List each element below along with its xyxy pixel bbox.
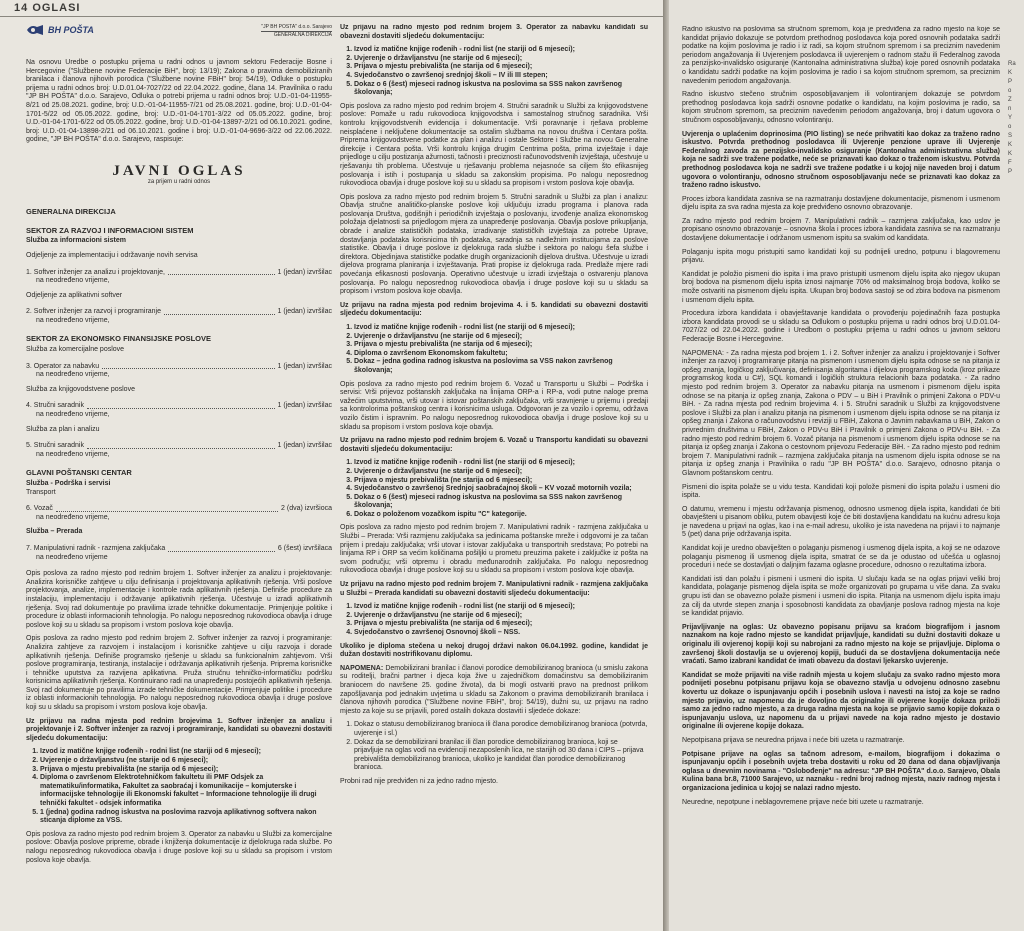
requirements-heading: Uz prijavu na radno mjesto pod rednim brojem 6. Vozač u Transportu kandidati su obavezni dostaviti sljedeću dokumentaciju: [340,437,648,453]
list-item: 2. Uvjerenje o državljanstvu (ne starije od 6 mjeseci); [354,468,648,477]
paragraph: Za radno mjesto pod rednim brojem 7. Manipulativni radnik – razmjena zaključaka, kao uslov je propisano osnovno obrazovanje – osnovna škola i proces izbora kandidata zasniva se na razmatranju dostavljene dokumentacije i održanom usmenom ispitu sa svakim od kandidata. [682,217,1000,243]
paragraph: Kandidat je položio pismeni dio ispita i ima pravo pristupiti usmenom dijelu ispita ako njegov ukupan broj bodova na pismenom dijelu ispita iznosi najmanje 70% od maksimalnog broja bodova, koliko se može ostvariti na pismenom dijelu ispita. Ukupan broj bodova sastoji se od zbira bodova na pismenom i usmenom dijelu ispita. [682,270,1000,304]
list-item: 1. Izvod iz matične knjige rođenih - rodni list (ne stariji od 6 mjeseci); [354,603,648,612]
paragraph: O datumu, vremenu i mjestu održavanja pismenog, odnosno usmenog dijela ispita, kandidati će biti obavješteni u pisanom obliku, putem obavijesti koje će biti dostavljena kandidatu na kućnu adresu koja je navedena u prijavi na oglas, kao i na e-mail adresu, ukoliko je ista navedena na prijavi i to najmanje 5 (pet) dana prije održavanja ispita. [682,505,1000,539]
paragraph: NAPOMENA: - Za radna mjesta pod brojem 1. i 2. Softver inženjer za analizu i projektovanje i Softver inženjer za razvoj i programiranje pitanja na pismenom i usmenom dijelu ispita odnose se na pitanja iz opšeg znanja, logičkog zaključivanja, definisanja algoritama i dijelova programskog koda (kroz prikaze programskog koda u C#), SQL komandi i logičkih struktura relacionih baza podataka. - Za radno mjesto pod rednim brojem 3. Operator za nabavku pitanja na usmenom i pismenom dijelu ispita odnose se na pitanja iz opšeg znanja, Zakona o PDV – u BiH i Pravilnik o primjeni Zakona o PDV-u BiH. - Za radna mjesta pod rednim brojevima 4. i 5. Stručni saradnik u Službi za knjigovodstvene poslove i Službi za plan i analizu pitanja na pismenom i usmenom dijelu ispita odnose se na pitanja iz opšeg znanja i Zakona o računovodstvu i reviziji u FBiH, Zakona o Javnim nabavkama u BiH, Zakon o privrednim društvima u FBiH, Zakon o PDV-u BiH i Pravilnik o primjeni Zakona o PDV-u BiH. - Za radno mjesto pod rednim brojem 6. Vozač pitanja na pismenom i usmenom dijelu ispita odnose se na pitanja iz opšeg znanja i Zakona o cestovnom prijevozu Federacije BiH. - Za radno mjesto pod rednim brojem 7. Manipulativni radnik – razmjena zaključaka pitanja na usmenom dijelu ispita odnose se na pitanja iz opšeg znanja i Pravilnika o radu "JP BH POŠTA" d.o.o. Sarajevo, odnosno pitanja o Glavnom poštanskom centru. [682,349,1000,477]
list-item: 4. Svjedočanstvo o završenoj srednjoj školi – IV ili III stepen; [354,72,648,81]
position-item: 7. Manipulativni radnik - razmjena zaključaka 6 (šest) izvršilaca na neodređeno vrijeme [26,544,332,561]
job-description: Opis poslova za radno mjesto pod rednim brojem 7. Manipulativni radnik - razmjena zaključaka u Službi – Prerada: Vrši razmjenu zaključaka sa jedinicama poštanske mreže i odgovorni je za tačan prijem i predaju zaključaka; vrši utovar i istovar zaključaka u transportnih sredstava; Po potrebi na linijama RP i ORP sa većim količinama pošiljki u prometu preuzima pakete i zaključke iz pošta na svom području; vrši otpremu i obradu međunarodnih zaključaka. Po nalogu neposrednog rukovodioca obavlja i druge poslove koji su u skladu sa propisom i vrstom poslova koje obavlja. [340,524,648,575]
list-item: 5. Dokaz o 6 (šest) mjeseci radnog iskustva na poslovima sa SSS nakon završenog školovanja; [354,81,648,98]
company-header [26,24,332,39]
list-item: 4. Svjedočanstvo o završenoj Osnovnoj školi – NSS. [354,629,648,638]
list-item: 1. Izvod iz matične knjige rođenih - rodni list (ne stariji od 6 mjeseci); [354,324,648,333]
page-header [14,2,80,14]
sector-heading: SEKTOR ZA EKONOMSKO FINANSIJSKE POSLOVE [26,334,212,344]
list-item: 5. 1 (jedna) godina radnog iskustva na poslovima razvoja aplikativnog softvera nakon sticanja diplome za VSS. [40,809,332,826]
page-subtitle: za prijem u radni odnos [147,178,211,185]
paragraph: Pismeni dio ispita polaže se u vidu testa. Kandidati koji polože pismeni dio ispita polažu i usmeni dio ispita. [682,483,1000,500]
company-logo [26,24,94,36]
service-heading: Služba za informacioni sistem [26,237,126,245]
list-item: 1. Izvod iz matične knjige rođenih - rodni list (ne stariji od 6 mjeseci); [354,46,648,55]
text-fragment: n [1008,106,1012,112]
probation-note: Probni rad nije predviđen ni za jedno radno mjesto. [340,777,498,785]
list-item: 2. Dokaz da se demobilizirani branilac ili član porodice demobiliziranog branioca, koji se prijavljuje na oglas vodi na evidenciji nezaposlenih lica, ne starijih od 30 dana i CIPS – prijava prebivališta demobiliziranog branioca, ukoliko je kandidat član porodice demobiliziranog branioca. [354,739,648,773]
paragraph: Neuredne, nepotpune i neblagovremene prijave neće biti uzete u razmatranje. [682,798,924,806]
paragraph: Potpisane prijave na oglas sa tačnom adresom, e-mailom, biografijom i dokazima o ispunjavanju općih i posebnih uvjeta treba dostaviti u roku od 20 dana od dana objavljivanja oglasa u dnevnim novinama - "Oslobođenje" na adresu: "JP BH POŠTA" d.o.o. Sarajevo, Obala Kulina bana br.8, 71000 Sarajevo, uz naznaku - redni broj radnog mjesta, naziv radnog mjesta i organizaciona jedinica u kojoj se nalazi radno mjesto. [682,750,1000,792]
list-item: 2. Uvjerenje o državljanstvu (ne starije od 6 mjeseci); [354,612,648,621]
requirements-list [340,603,648,637]
list-item: 2. Uvjerenje o državljanstvu (ne starije od 6 mjeseci); [40,757,332,766]
paragraph: Procedura izbora kandidata i obavještavanje kandidata o provođenju pojedinačnih faza postupka izbora kandidata provodi se u skladu sa Odlukom o postupku prijema u radni odnos broj U.D.01.04-7027/22 od 22.04.2022. godine i Uredbom o postupku prijema u radni odnos u javnom sektoru Federacije Bosne i Hercegovine. [682,310,1000,343]
paragraph: Radno iskustvo na poslovima sa stručnom spremom, koja je predviđena za radno mjesto na koje se kandidat prijavio dokazuje se potvrdom prethodnog poslodavca koja pored osnovnih podataka sadrži podatke na kojim poslovima je radio i iz radi, sa kojom stručnom spremom i sa preciznim navedenim periodom angažovanja ili Uvjerenjem poslodavca ili uvjerenjem o radnom stažu ili Federalnog zavoda za penzijsko-invalidsko osiguranje (Kantonalna administrativna služba) koje pored osnovnih podataka o kandidatu sadrži podatke na kojim poslovima je radio i sa kojom stručnom spremom, sa preciznim navedenim periodom angažovanja. [682,26,1000,85]
company-tagline: "JP BH POŠTA" d.o.o. Sarajevo GENERALNA DIREKCIJA [261,24,332,38]
requirements-heading: Uz prijavu na radno mjesto pod rednim brojem 3. Operator za nabavku kandidati su obavezni dostaviti sljedeću dokumentaciju: [340,24,648,40]
department-heading: Odjeljenje za aplikativni softver [26,291,123,299]
list-item: 2. Uvjerenje o državljanstvu (ne starije od 6 mjeseci); [354,333,648,342]
position-item: 3. Operator za nabavku 1 (jedan) izvršilac na neodređeno vrijeme, [26,362,332,379]
list-item: 3. Prijava o mjestu prebivališta (ne starija od 6 mjeseci); [354,341,648,350]
position-item: 5. Stručni saradnik 1 (jedan) izvršilac na neodređeno vrijeme, [26,442,332,458]
department-heading: Služba – Prerada [26,528,83,536]
paragraph: Kandidati isti dan polažu i pismeni i usmeni dio ispita. U slučaju kada se na oglas prijavi veliki broj kandidata, polaganje pismenog dijela ispita se može organizovati po grupama u više dana. Za svaku grupu isti dan se obavezno polaže pismeni i usmeni dio ispita. Pitanja na usmenom dijelu ispita imaju za cilj da utvrde stepen znanja i sposobnosti kandidata za obavljanje poslova radnog mjesta na koje se kandidat prijavio. [682,575,1000,618]
department-heading: Transport [26,488,56,496]
paragraph: Kandidat se može prijaviti na više radnih mjesta u kojem slučaju za svako radno mjesto mora podnijeti posebnu potpisanu prijavu koja se obavezno stavlja u odvojenu odnosno zasebnu kovertu uz dokaze o ispunjavanju općih i posebnih uslova i navesti na istoj za koje se radno mjesto prijavio, uz napomenu da je dovoljno da originalne ili ovjerene kopije dokaza priloži samo za jedno radno mjesto, a za druga radna mjesta na koja se prijavio samo kopije dokaza o ispunjavanju uslova, uz napomenu da u prijavi navede na koja radno mjesto je dostavio originalne ili ovjerene kopije dokaza. [682,671,1000,731]
job-description: Opis poslova za radno mjesto pod rednim brojem 1. Softver inženjer za analizu i projektovanje: Analizira korisničke zahtjeve u cilju definisanja i projektovanja aplikativnih rješenja. Vrši poslove projektovanja, analize, implementacije i kontrole rada aplikativnih rješenja. Definiše procedure za instalaciju, implementaciju i održavanje aplikativnih rješenja. Učestvuje u izradi aplikativnih rješenja. Svoj rad dokumentuje po pravilima izrade tehničke dokumentacije. Primjenjuje politike i procedure iz oblasti informacionih tehnologija. Po nalogu neposrednog rukovodioca obavlja i druge poslove koji su u skladu sa propisom i vrstom poslova koje obavlja. [26,570,332,629]
text-fragment: P [1008,79,1013,85]
paragraph: Polaganju ispita mogu pristupiti samo kandidati koji su podnijeli uredno, potpunu i blagovremenu prijavu. [682,248,1000,265]
text-fragment: o [1008,124,1012,130]
directorate-heading: GENERALNA DIREKCIJA [26,207,116,217]
job-description: Opis poslova za radno mjesto pod rednim brojem 2. Softver inženjer za razvoj i programiranje: Analizira zahtjeve za razvojem i instalacijom i korisničke zahtjeve u cilju razvoja i dorade aplikativnih rješenja. Definiše programsko rješenje u skladu sa funkcionalnim zahtjevom. Vrši poslove programiranja, testiranja, instalacije i održavanja aplikativnih rješenja. Priprema korisničke i tehničke uputstva za razvijena aplikativna. Pruža stručnu tehničko-informatičku podršku korisnicima aplikativnih rješenja. Kontinuirano radi na unapređenju postojećih aplikativnih rješenja. Svoj rad dokumentuje po pravilima izrade tehničke dokumentacije. Primjenjuje politike i procedure iz oblasti informacionih tehnologija. Po nalogu neposrednog rukovodioca obavlja i druge poslove koji su u skladu sa propisom i vrstom poslova koje obavlja. [26,635,332,712]
requirements-heading: Uz prijavu na radna mjesta pod rednim brojevima 1. Softver inženjer za analizu i projektovanje i 2. Softver inženjer za razvoj i programiranje, kandidati su obavezni dostaviti sljedeću dokumentaciju: [26,717,332,742]
requirements-list [340,46,648,98]
column-1 [26,24,332,924]
department-heading: Služba za plan i analizu [26,425,100,433]
position-item: 2. Softver inženjer za razvoj i programiranje 1 (jedan) izvršilac na neodređeno vrijeme, [26,308,332,324]
text-fragment: K [1008,142,1013,148]
text-fragment: Y [1008,115,1013,121]
requirements-list [340,324,648,376]
list-item: 1. Izvod iz matične knjige rođenih - rodni list (ne stariji od 6 mjeseci); [40,748,332,757]
list-item: 5. Dokaz – jedna godina radnog iskustva na poslovima sa VSS nakon završenog školovanja; [354,358,648,375]
list-item: 3. Prijava o mjestu prebivališta (ne starija od 6 mjeseci); [40,766,332,775]
list-item: 3. Prijava o mjestu prebivališta (ne starija od 6 mjeseci); [354,63,648,72]
list-item: 4. Diploma o završenom Elektrotehničkom fakultetu ili PMF Odsjek za matematiku/informatika, Fakultet za saobraćaj i komunikacije – komjuterske i informacijske tehnologije ili Ekonomski fakultet – Informacione tehnologije ili drugi tehnički fakultet - odsjek informatika [40,774,332,808]
job-description: Opis poslova za radno mjesto pod rednim brojem 6. Vozač u Transportu u Službi – Podrška i servisi: Vrši prijevoz poštanskih zaključaka na linijama ORP-a i RP-a, vodi putne naloge prema važećim uputstvima, vrši utovar i istovar poštanskih zaključaka, vrši sravnjenje u prijemu i predaji sa kontrolorima poštanskog centra i korisnicima usluga. Odgovoran je za vozilo i opremu, održava vozilo čistim i ispravnim. Po nalogu neposrednog rukovodioca obavlja i druge poslove koji su u skladu sa propisom i vrstom poslova koje obavlja. [340,380,648,431]
job-description: Opis poslova za radno mjesto pod rednim brojem 4. Stručni saradnik u Službi za knjigovodstvene poslove: Pomaže u radu rukovodioca knjigovodstva i samostalnog stručnog saradnika. Vrši kontrolu knjigovodstvenih evidencija i dokumentacije. Vrši poravnanje i rješava probleme neisplaćene i neključene dokumentacije sa ostalim službama na novou društva i Centara pošta. Priprema knjigovodstvene podatke za plan i analizu i ostale Sektore i Službe na novou Generalne direkcije i Centara pošta. Vrši kontrolu knjiga drugim Centrima pošta, prima izvještaje i daje prijedloge u cilju postizanja ažurnosti, tačnosti i preciznosti računovodstvenih izvještaja, učestvuje u rješavanju tih problema. Učestvuje u rješavanju problema nejasnoće sa ciljem što efikasnijeg poslovanja i istih i postupanja u skladu sa zakonskim propisima. Po nalogu neposrednog rukovodioca obavlja i druge poslove koji su u skladu sa propisom i vrstom poslova koje obavlja. [340,102,648,188]
service-heading: Služba - Podrška i servisi [26,480,111,487]
adjacent-page-fragments [1008,60,1022,177]
logo-text: BH POŠTA [48,24,94,35]
text-fragment: Ra [1008,61,1016,67]
page-number: 14 [14,2,29,14]
list-item: 4. Diploma o završenom Ekonomskom fakultetu; [354,350,648,359]
list-item: 3. Prijava o mjestu prebivališta (ne starija od 6 mjeseci); [354,477,648,486]
position-item: 6. Vozač 2 (dva) izvršioca na neodređeno vrijeme, [26,505,332,521]
list-item: 4. Svjedočanstvo o završenoj Srednjoj saobraćajnoj školi – KV vozač motornih vozila; [354,485,648,494]
paragraph: Uvjerenja o uplaćenim doprinosima (PIO listing) se neće prihvatiti kao dokaz za traženo radno iskustvo. Potvrda prethodnog poslodavca ili Uvjerenje penzione uprave ili Uvjerenje Federalnog zavoda za penzijsko-invalidsko osiguranje (Kantonalna administrativna služba) koja ne sadrži sve tražene podatke, neće se priznavati kao dokaz o traženom iskustvu. Potvrda prethodnog poslodavca koja ne sadrži sve tražene podatke i u kojoj nije naveden broj i datum ugovora o volontiranju, odnosno stručnom osposobljavanju neće se priznavati kao dokaz za traženo radno iskustvo. [682,130,1000,190]
position-item: 1. Softver inženjer za analizu i projektovanje, 1 (jedan) izvršilac na neodređeno vrijeme, [26,268,332,285]
paragraph: Prijavljivanje na oglas: Uz obavezno popisanu prijavu sa kraćom biografijom i jasnom naznakom na koje radno mjesto se kandidat prijavljuje, kandidati su dužni dostaviti dokaze u originalu ili ovjerenoj kopiji koji su nabrojani za radno mjesto na koje se prijavljuje. Diploma o završenoj školi dostavlja se u ovjerenoj kopiji, budući da se dostavljena dokumentacija neće vraćati. Samo izabrani kandidat će imati obavezu da dostavi ljekarsko uvjerenje. [682,623,1000,666]
napomena-paragraph: NAPOMENA: Demobilizirani branilac i članovi porodice demobiliziranog branioca (u smislu zakona su roditelji, bračni partner i djeca koja žive u zajedničkom domaćinstvu sa demobiliziranim braniocem do navršene 25. godine života), da bi mogli ostvariti pravo na prednost prilikom zapošljavanja pod jednakim uvjetima u skladu sa Zakonom o pravima demobiliziranih branilaca i članova njihovih porodica ("Službene novine FBiH", broj: 54/19), dužni su, uz prijavu na radno mjesto za koje su se prijavili, pored ostalih dokaza dostaviti i sljedeće dokaze: [340,664,648,715]
napomena-list [340,721,648,773]
requirements-list [26,748,332,825]
page-title: JAVNI OGLAS [112,162,246,179]
list-item: 3. Prijava o mjestu prebivališta (ne starija od 6 mjeseci); [354,620,648,629]
paragraph: Radno iskustvo stečeno stručnim osposobljavanjem ili volontiranjem dokazuje se potvrdom prethodnog poslodavca koja sadrži osnovne podatke o kandidatu, na kojim poslovima je radio, sa kojom stručnom spremom, sa preciznim navedenim periodom angažovanja, broj i datum ugovora o stručnom osposobljavanju, odnosno volontiranju. [682,91,1000,124]
job-description: Opis poslova za radno mjesto pod rednim brojem 3. Operator za nabavku u Službi za komercijalne poslove: Obavlja poslove pripreme, obrade i knjiženja dokumentacije iz djelokruga rada službe. Po nalogu neposrednog rukovodioca obavlja i druge poslove koji su u skladu sa propisom i vrstom poslova koje obavlja. [26,830,332,864]
job-description: Opis poslova za radno mjesto pod rednim brojem 5. Stručni saradnik u Službi za plan i analizu: Obavlja stručne analitičko-planske poslove koji uključuju izradu programa i planova rada poslovanja Društva, godišnjih i periodičnih izvještaja o poslovanju, izvođenje analiza ekonomskog položaja djelatnosti sa prijedlogom mjera za unapređenje poslovanja. Obavlja poslove prikupljanja, obrade i analize statističkih podataka, izradivanje statističkih izvještaja za potrebe Uprave, dostavljanja podataka korisnicima tih podataka, saradnja sa nadležnim institucijama za poslove statistike. Obavlja i druge poslove iz djelokruga rada službe i sektora po nalogu šefa službe i direktora. Objedinjava statističke podatke drugih organizacionih dijelova društva. Učestvuje u izradi dijelova programa planiranja i izvještavanja. Prati propise iz djelokruga rada. Predlaže mjere radi povećanja efikasnosti poslovanja. Operativno učestvuje u izradi izvještaja o ostvarenju planova poslovanja. Po nalogu neposrednog rukovodioca obavlja i druge poslove koji su u skladu sa propisom i vrstom poslova koje obavlja. [340,193,648,296]
paragraph: Proces izbora kandidata zasniva se na razmatranju dostavljene dokumentacije, pismenom i usmenom dijelu ispita za sva radna mjesta za koje predviđeno osnovno obrazovanje. [682,195,1000,212]
requirements-heading: Uz prijavu na radno mjesto pod rednim brojem 7. Manipulativni radnik - razmjena zaključaka u Službi – Prerada kandidati su obavezni dostaviti sljedeću dokumentaciju: [340,581,648,597]
post-horn-icon [26,24,44,36]
intro-paragraph: Na osnovu Uredbe o postupku prijema u radni odnos u javnom sektoru Federacije Bosne i Hercegovine ("Službene novine Federacije BiH", broj: 13/19); Zakona o pravima demobiliziranih branilaca i članova njihovih porodica ("Službene novine FBiH" broj: 54/19), Odluke o postupku prijema u radni odnos broj: U.D.01.04-7027/22 od 22.04.2022. godine, člana 14. Pravilnika o radu "JP BH POŠTA" d.o.o. Sarajevo, Odluka o potrebi prijema u radni odnos broj: U.D.-01-04-11955-8/21 od 25.08.2021. godine, broj: U.D.-01-04-11955-7/21 od 25.08.2021. godine, broj: U.D.-01-04-1701-5/22 od 05.05.2022. godine, broj: U.D.-01-04-1701-3/22 od 05.05.2022. godine, broj: U.D.-01-04-1701-6/22 od 05.05.2022. godine, broj: U.D.-01-04-13897-2/21 od 06.10.2021. godine, broj: U.D.-01-04-13898-2/21 od 06.10.2021. godine i broj: U.D.-01-04-9696-3/22 od 22.06.2022. godine, "JP BH POŠTA" d.o.o. Sarajevo, raspisuje: [26,59,332,144]
list-item: 1. Izvod iz matične knjige rođenih - rodni list (ne stariji od 6 mjeseci); [354,459,648,468]
sector-heading: SEKTOR ZA RAZVOJ I INFORMACIONI SISTEM [26,225,194,235]
paragraph: Nepotpisana prijava se neuredna prijava i neće biti uzeta u razmatranje. [682,736,905,744]
column-3 [682,26,1000,921]
diploma-note: Ukoliko je diploma stečena u nekoj drugoj državi nakon 06.04.1992. godine, kandidat je dužan dostaviti nostrifikovanu diplomu. [340,642,648,659]
text-fragment: P [1008,169,1013,175]
text-fragment: F [1008,160,1012,166]
paragraph: Kandidat koji je uredno obaviješten o polaganju pismenog i usmenog dijela ispita, a koji se ne odazove polaganju pismenog ili usmenog dijela ispita, smatrat će se da je odustao od učešća u oglasnoj proceduri i neće se dostavljati o daljnjim fazama oglasne procedure, odnosno o rezultatima izbora. [682,545,1000,570]
text-fragment: K [1008,70,1013,76]
text-fragment: o [1008,88,1012,94]
right-newspaper-page [669,0,1024,931]
requirements-list [340,459,648,519]
text-fragment: S [1008,133,1013,139]
position-item: 4. Stručni saradnik 1 (jedan) izvršilac na neodređeno vrijeme, [26,402,332,419]
header-rule [0,16,663,17]
department-heading: Odjeljenje za implementaciju i održavanje novih servisa [26,251,198,259]
department-heading: Služba za knjigovodstvene poslove [26,385,135,393]
list-item: 2. Uvjerenje o državljanstvu (ne starije od 6 mjeseci); [354,55,648,64]
service-heading: Služba za komercijalne poslove [26,346,125,354]
requirements-heading: Uz prijavu na radna mjesta pod rednim brojevima 4. i 5. kandidati su obavezni dostaviti sljedeću dokumentaciju: [340,301,648,318]
list-item: 6. Dokaz o položenom vozačkom ispitu "C" kategorije. [354,511,648,520]
list-item: 5. Dokaz o 6 (šest) mjeseci radnog iskustva na poslovima sa SSS nakon završenog školovanja; [354,494,648,511]
text-fragment: Z [1008,97,1012,103]
section-name: OGLASI [32,2,81,14]
list-item: 1. Dokaz o statusu demobiliziranog branioca ili člana porodice demobiliziranog branioca (potvrda, uvjerenje i sl.) [354,721,648,738]
sector-heading: GLAVNI POŠTANSKI CENTAR [26,468,132,478]
column-2 [340,24,648,924]
text-fragment: K [1008,151,1013,157]
